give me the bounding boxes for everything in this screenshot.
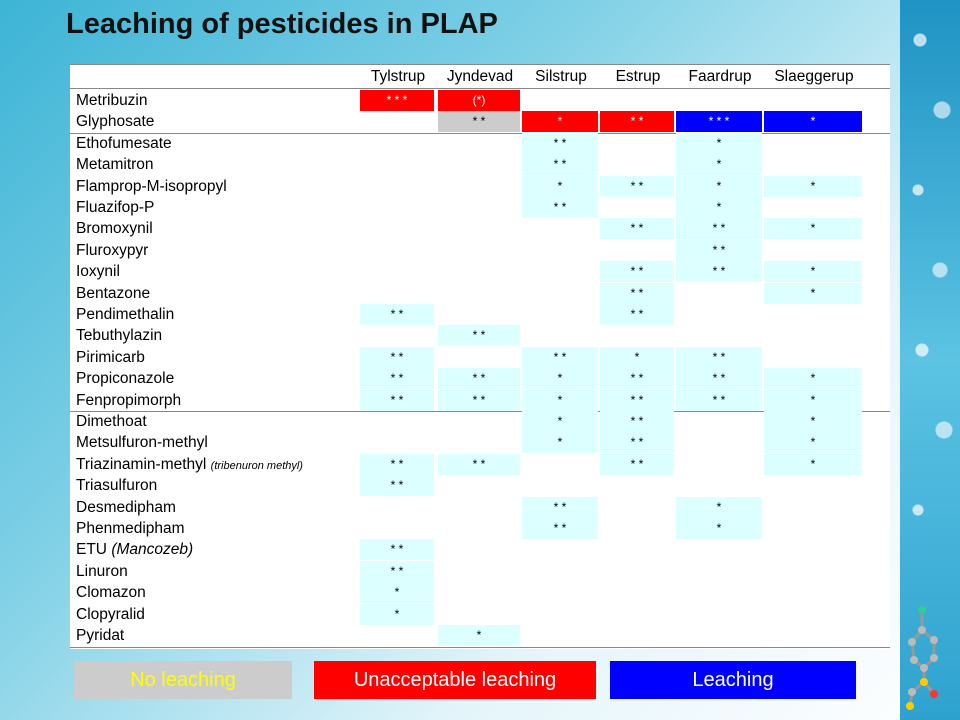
table-row <box>70 283 865 304</box>
leaching-cell: * * <box>360 475 434 496</box>
pesticide-name <box>76 325 162 346</box>
table-row <box>70 111 865 132</box>
pesticide-name-text: Ethofumesate <box>76 134 172 152</box>
leaching-cell: * * <box>676 390 762 411</box>
pesticide-name <box>76 347 145 368</box>
leaching-cell: * * <box>600 411 674 432</box>
table-row <box>70 90 865 111</box>
leaching-cell: * * <box>522 154 598 175</box>
column-header: Tylstrup <box>370 68 426 85</box>
pesticide-name <box>76 90 148 111</box>
table-row <box>70 154 865 175</box>
leaching-cell: * * <box>360 390 434 411</box>
table-row <box>70 261 865 282</box>
leaching-cell: * <box>676 518 762 539</box>
table-row <box>70 411 865 432</box>
leaching-cell: * * <box>600 432 674 453</box>
pesticide-name-text: Bentazone <box>76 284 151 302</box>
table-rule <box>70 647 890 648</box>
table-row <box>70 197 865 218</box>
pesticide-name <box>76 133 172 154</box>
table-row <box>70 325 865 346</box>
leaching-cell: * <box>764 432 862 453</box>
pesticide-name-text: Fluroxypyr <box>76 241 149 259</box>
table-row <box>70 454 865 475</box>
table-row <box>70 176 865 197</box>
table-row <box>70 582 865 603</box>
leaching-cell: * * <box>438 325 520 346</box>
leaching-cell: * <box>522 411 598 432</box>
table-row <box>70 240 865 261</box>
leaching-cell: * <box>676 197 762 218</box>
leaching-cell: * <box>676 133 762 154</box>
pesticide-name <box>76 518 185 539</box>
pesticide-name-text: Dimethoat <box>76 413 147 430</box>
table-row <box>70 304 865 325</box>
leaching-cell: * * <box>438 368 520 389</box>
leaching-cell: * <box>764 111 862 132</box>
table-row <box>70 368 865 389</box>
table-row <box>70 432 865 453</box>
leaching-cell: * * <box>676 347 762 368</box>
page-title: Leaching of pesticides in PLAP <box>66 8 498 40</box>
pesticide-name <box>76 111 154 132</box>
leaching-cell: * * <box>676 261 762 282</box>
leaching-cell: * <box>676 176 762 197</box>
leaching-cell: * * <box>600 304 674 325</box>
leaching-cell: * * <box>676 218 762 239</box>
column-header: Faardrup <box>688 68 752 85</box>
pesticide-name-text: Triazinamin-methyl <box>76 455 207 473</box>
pesticide-name <box>76 432 208 453</box>
leaching-cell: * <box>522 111 598 132</box>
pesticide-name-text: Metamitron <box>76 156 154 174</box>
leaching-cell: * * <box>676 240 762 261</box>
pesticide-name <box>76 411 147 432</box>
pesticide-note: (tribenuron methyl) <box>210 459 303 472</box>
pesticide-name <box>76 176 227 197</box>
pesticide-name <box>76 625 124 646</box>
pesticide-name-text: Metsulfuron-methyl <box>76 434 208 452</box>
leaching-cell: * <box>764 218 862 239</box>
pesticide-name <box>76 497 176 518</box>
leaching-cell: * <box>676 154 762 175</box>
pesticide-note: (Mancozeb) <box>111 541 194 559</box>
table-row <box>70 625 865 646</box>
pesticide-name <box>76 539 193 560</box>
leaching-cell: * * <box>360 539 434 560</box>
leaching-cell: * * <box>522 497 598 518</box>
table-row <box>70 604 865 625</box>
table-row <box>70 347 865 368</box>
leaching-cell: * <box>360 604 434 625</box>
table-row <box>70 561 865 582</box>
leaching-cell: * * * <box>676 111 762 132</box>
pesticide-name-text: Pyridat <box>76 627 125 644</box>
pesticide-name-text: Desmedipham <box>76 498 176 516</box>
leaching-cell: * <box>764 176 862 197</box>
leaching-cell: * <box>522 176 598 197</box>
leaching-cell: * * <box>600 390 674 411</box>
pesticide-name-text: Flamprop-M-isopropyl <box>76 177 227 195</box>
pesticide-name <box>76 390 181 411</box>
leaching-cell: * * <box>522 518 598 539</box>
leaching-cell: * <box>764 390 862 411</box>
legend-item: Unacceptable leaching <box>314 661 596 699</box>
leaching-cell: * <box>522 390 598 411</box>
leaching-cell: * * <box>438 111 520 132</box>
leaching-cell: * * <box>360 304 434 325</box>
pesticide-name <box>76 283 150 304</box>
pesticide-name-text: ETU <box>76 541 107 559</box>
leaching-cell: * * <box>522 197 598 218</box>
table-rule <box>70 88 890 89</box>
leaching-cell: * * <box>360 368 434 389</box>
leaching-cell: * * <box>438 390 520 411</box>
leaching-cell: * <box>522 432 598 453</box>
column-header: Slaeggerup <box>774 68 854 85</box>
pesticide-name-text: Fenpropimorph <box>76 391 182 409</box>
leaching-cell: * * <box>438 454 520 475</box>
pesticide-name-text: Pendimethalin <box>76 306 175 323</box>
table-rule <box>70 64 890 65</box>
pesticide-name-text: Triasulfuron <box>76 477 158 495</box>
table-row <box>70 518 865 539</box>
leaching-cell: * <box>360 582 434 603</box>
leaching-cell: * <box>764 411 862 432</box>
leaching-cell: * <box>676 497 762 518</box>
table-row <box>70 475 865 496</box>
pesticide-name <box>76 561 128 582</box>
pesticide-name-text: Pirimicarb <box>76 348 145 366</box>
legend-item: Leaching <box>610 661 856 699</box>
leaching-cell: * * <box>600 454 674 475</box>
pesticide-name <box>76 261 120 282</box>
leaching-cell: * * <box>522 133 598 154</box>
leaching-cell: * <box>438 625 520 646</box>
pesticide-name <box>76 197 154 218</box>
table-row <box>70 133 865 154</box>
leaching-cell: * * <box>522 347 598 368</box>
leaching-cell: * * <box>360 347 434 368</box>
leaching-cell: * * <box>360 561 434 582</box>
pesticide-name <box>76 454 303 477</box>
molecule-icon <box>902 600 952 715</box>
pesticide-name-text: Metribuzin <box>76 92 148 109</box>
pesticide-name-text: Propiconazole <box>76 370 175 388</box>
pesticide-name-text: Tebuthylazin <box>76 327 163 345</box>
pesticide-name-text: Glyphosate <box>76 113 155 131</box>
pesticide-name <box>76 582 146 603</box>
pesticide-name-text: Clopyralid <box>76 605 145 623</box>
column-header: Jyndevad <box>446 68 514 85</box>
legend-item: No leaching <box>74 661 292 699</box>
pesticide-name-text: Ioxynil <box>76 263 120 281</box>
pesticide-name-text: Clomazon <box>76 584 146 602</box>
pesticide-name <box>76 368 174 389</box>
leaching-cell: * <box>764 454 862 475</box>
pesticide-name <box>76 475 157 496</box>
leaching-cell: * * <box>676 368 762 389</box>
leaching-cell: * <box>764 283 862 304</box>
column-header: Silstrup <box>535 68 587 85</box>
pesticide-name <box>76 240 148 261</box>
pesticide-name <box>76 304 174 325</box>
leaching-cell: * * <box>600 283 674 304</box>
table-row <box>70 539 865 560</box>
table-row <box>70 497 865 518</box>
leaching-cell: * * <box>600 176 674 197</box>
table-row <box>70 390 865 411</box>
pesticide-name-text: Bromoxynil <box>76 220 153 238</box>
pesticide-name <box>76 218 153 239</box>
leaching-cell: (*) <box>438 90 520 111</box>
column-header: Estrup <box>615 68 661 85</box>
leaching-cell: * * <box>600 218 674 239</box>
leaching-cell: * <box>764 261 862 282</box>
leaching-cell: * * <box>600 111 674 132</box>
leaching-cell: * * * <box>360 90 434 111</box>
leaching-cell: * * <box>360 454 434 475</box>
pesticide-name-text: Fluazifop-P <box>76 199 155 216</box>
leaching-cell: * <box>600 347 674 368</box>
leaching-cell: * <box>522 368 598 389</box>
pesticide-name <box>76 154 154 175</box>
pesticide-name-text: Phenmedipham <box>76 520 185 537</box>
leaching-cell: * <box>764 368 862 389</box>
pesticide-name <box>76 604 145 625</box>
table-row <box>70 218 865 239</box>
leaching-cell: * * <box>600 261 674 282</box>
pesticide-name-text: Linuron <box>76 562 128 580</box>
leaching-cell: * * <box>600 368 674 389</box>
leaching-table <box>70 64 890 649</box>
